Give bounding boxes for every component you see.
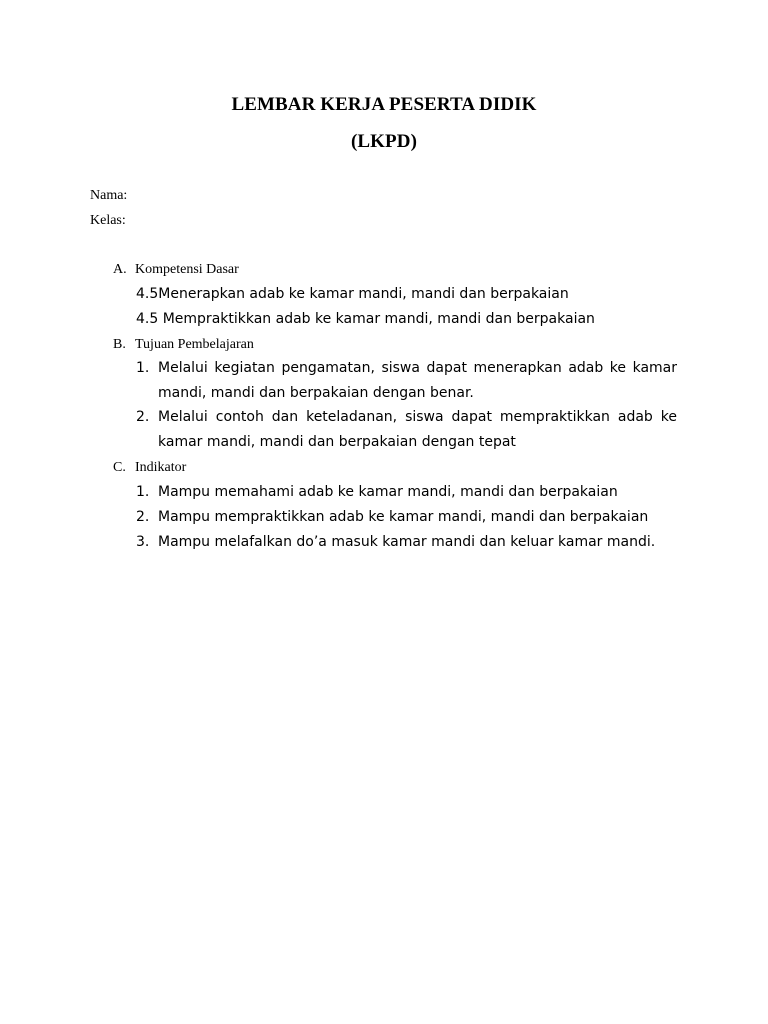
section-b-letter: B. xyxy=(113,337,126,352)
section-c-letter: C. xyxy=(113,460,126,475)
list-text: Mampu mempraktikkan adab ke kamar mandi, mandi dan berpakaian xyxy=(158,509,649,525)
kelas-field-label: Kelas: xyxy=(90,213,126,228)
list-number: 3. xyxy=(136,534,150,550)
nama-field-label: Nama: xyxy=(90,188,128,203)
indikator-item-2 xyxy=(136,505,677,530)
list-text: Melalui contoh dan keteladanan, siswa dapat mempraktikkan adab ke kamar mandi, mandi dan berpakaian dengan tepat xyxy=(158,409,677,450)
document-subtitle: (LKPD) xyxy=(350,131,418,152)
document-title: LEMBAR KERJA PESERTA DIDIK xyxy=(231,94,537,115)
list-number: 2. xyxy=(136,409,150,425)
section-c-heading xyxy=(113,460,186,476)
section-a-title: Kompetensi Dasar xyxy=(135,262,239,277)
tujuan-item-2 xyxy=(136,405,677,454)
section-b-heading xyxy=(113,337,254,353)
section-a-letter: A. xyxy=(113,262,127,277)
list-text: Mampu memahami adab ke kamar mandi, mandi dan berpakaian xyxy=(158,484,618,500)
indikator-item-1 xyxy=(136,480,677,505)
list-number: 1. xyxy=(136,360,150,376)
kompetensi-item-1: 4.5Menerapkan adab ke kamar mandi, mandi dan berpakaian xyxy=(136,286,569,302)
list-text: Mampu melafalkan do’a masuk kamar mandi dan keluar kamar mandi. xyxy=(158,534,656,550)
kompetensi-item-2: 4.5 Mempraktikkan adab ke kamar mandi, mandi dan berpakaian xyxy=(136,311,595,327)
section-a-heading xyxy=(113,262,239,278)
list-number: 2. xyxy=(136,509,150,525)
indikator-item-3 xyxy=(136,530,677,555)
list-text: Melalui kegiatan pengamatan, siswa dapat menerapkan adab ke kamar mandi, mandi dan berpakaian dengan benar. xyxy=(158,360,677,401)
list-number: 1. xyxy=(136,484,150,500)
section-b-title: Tujuan Pembelajaran xyxy=(135,337,254,352)
section-c-title: Indikator xyxy=(135,460,187,475)
tujuan-item-1 xyxy=(136,356,677,405)
